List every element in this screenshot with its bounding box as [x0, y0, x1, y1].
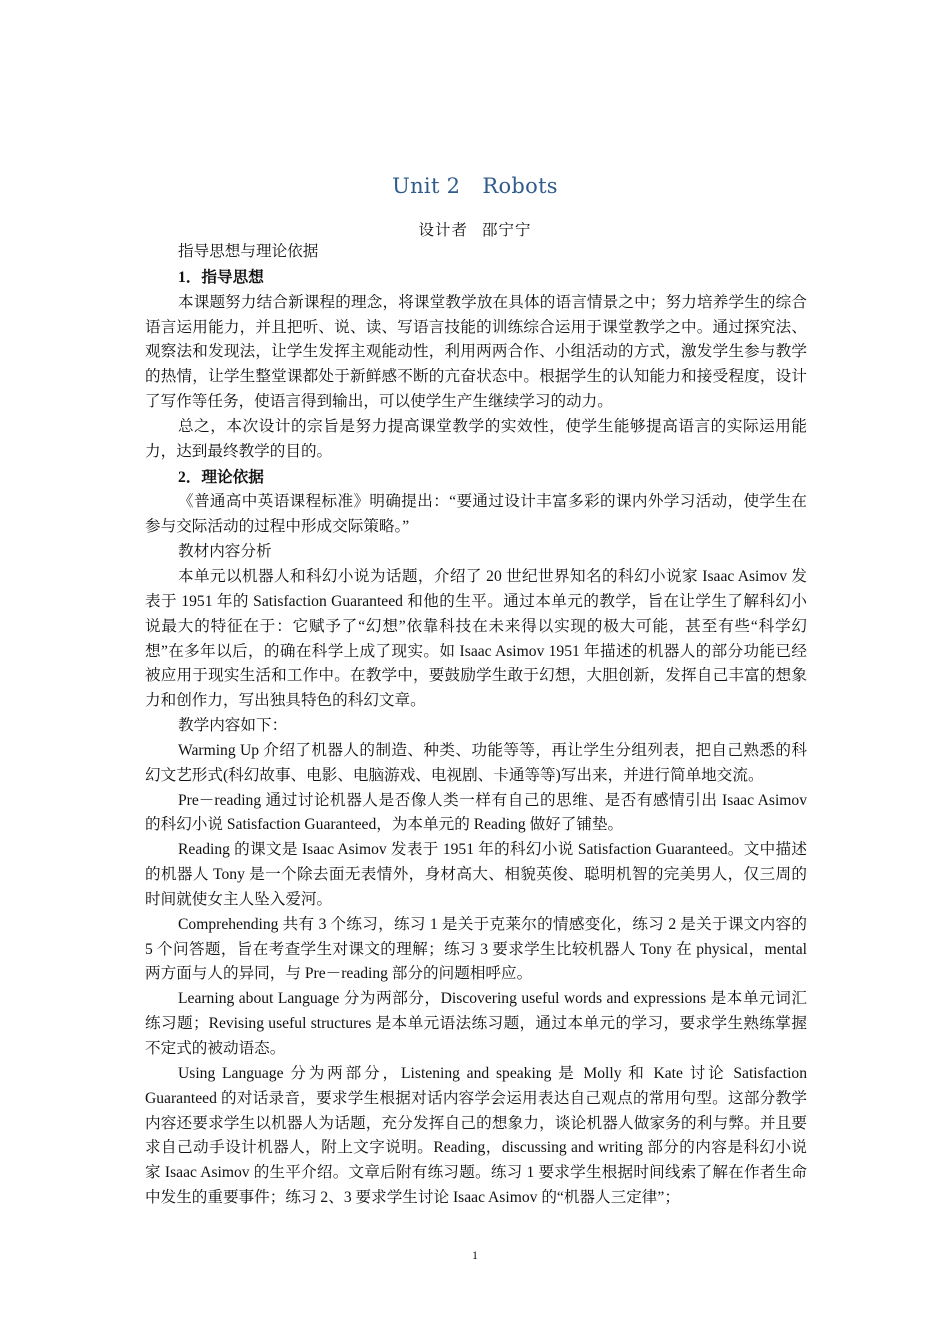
subheading-number: 1． — [178, 268, 202, 286]
subheading-guiding-thought — [145, 265, 807, 291]
author-name: 邵宁宁 — [482, 221, 532, 239]
paragraph-warming-up: Warming Up 介绍了机器人的制造、种类、功能等等，再让学生分组列表，把自己熟悉的科幻文艺形式(科幻故事、电影、电脑游戏、电视剧、卡通等等)写出来，并进行简单地交流。 — [145, 741, 807, 784]
author-line — [0, 218, 950, 240]
paragraph-using-language: Using Language 分为两部分，Listening and speaking 是 Molly 和 Kate 讨论 Satisfaction Guaranteed 的对话录音，要求学生根据对话内容学会运用表达自己观点的常用句型。这部分教学内容还要求学生以机器人为话题，充分发挥自己的想象力，谈论机器人做家务的利与弊。并且要求自己动手设计机器人，附上文字说明。Reading，discussing and writing 部分的内容是科幻小说家 Isaac Asimov 的生平介绍。文章后附有练习题。练习 1 要求学生根据时间线索了解在作者生命中发生的重要事件；练习 2、3 要求学生讨论 Isaac Asimov 的“机器人三定律”； — [145, 1064, 807, 1207]
page-number: 1 — [472, 1248, 478, 1262]
content-heading: 教学内容如下： — [178, 717, 288, 735]
guiding-heading: 指导思想与理论依据 — [178, 243, 319, 260]
paragraph-materials: 本单元以机器人和科幻小说为话题，介绍了 20 世纪世界知名的科幻小说家 Isaac Asimov 发表于 1951 年的 Satisfaction Guaranteed 和他的生平。通过本单元的教学，旨在让学生了解科幻小说最大的特征在于：它赋予了“幻想”依靠科技在未来得以实现的极大可能，甚至有些“科学幻想”在多年以后，的确在科学上成了现实。如 Isaac Asimov 1951 年描述的机器人的部分功能已经被应用于现实生活和工作中。在教学中，要鼓励学生敢于幻想，大胆创新，发挥自己丰富的想象力和创作力，写出独具特色的科幻文章。 — [145, 567, 807, 710]
document-title — [0, 174, 950, 198]
document-body — [145, 240, 807, 1211]
title-unit: Unit 2 — [392, 174, 461, 198]
author-label: 设计者 — [418, 221, 468, 239]
subheading-text: 指导思想 — [201, 267, 264, 286]
paragraph-reading: Reading 的课文是 Isaac Asimov 发表于 1951 年的科幻小说 Satisfaction Guaranteed。文中描述的机器人 Tony 是一个除去面无表情外，身材高大、相貌英俊、聪明机智的完美男人，仅三周的时间就使女主人坠入爱河。 — [145, 841, 807, 908]
subheading-text: 理论依据 — [201, 467, 264, 486]
paragraph-standard-quote: 《普通高中英语课程标准》明确提出：“要通过设计丰富多彩的课内外学习活动，使学生在参与交际活动的过程中形成交际策略。” — [145, 493, 807, 536]
paragraph-guiding-2: 总之，本次设计的宗旨是努力提高课堂教学的实效性，使学生能够提高语言的实际运用能力，达到最终教学的目的。 — [145, 417, 807, 460]
paragraph-learning-language: Learning about Language 分为两部分，Discovering useful words and expressions 是本单元词汇练习题；Revising useful structures 是本单元语法练习题，通过本单元的学习，要求学生熟练掌握不定式的被动语态。 — [145, 990, 807, 1057]
paragraph-guiding-1: 本课题努力结合新课程的理念，将课堂教学放在具体的语言情景之中；努力培养学生的综合语言运用能力，并且把听、说、读、写语言技能的训练综合运用于课堂教学之中。通过探究法、观察法和发现法，让学生发挥主观能动性，利用两两合作、小组活动的方式，激发学生参与教学的热情，让学生整堂课都处于新鲜感不断的亢奋状态中。根据学生的认知能力和接受程度，设计了写作等任务，使语言得到输出，可以使学生产生继续学习的动力。 — [145, 293, 807, 411]
subheading-number: 2． — [178, 468, 202, 486]
paragraph-pre-reading: Pre－reading 通过讨论机器人是否像人类一样有自己的思维、是否有感情引出 Isaac Asimov 的科幻小说 Satisfaction Guaranteed，为本单元的 Reading 做好了铺垫。 — [145, 791, 807, 834]
subheading-theory-basis — [145, 465, 807, 491]
title-topic: Robots — [482, 174, 558, 198]
materials-heading: 教材内容分析 — [178, 543, 272, 561]
paragraph-comprehending: Comprehending 共有 3 个练习，练习 1 是关于克莱尔的情感变化，练习 2 是关于课文内容的 5 个问答题，旨在考查学生对课文的理解；练习 3 要求学生比较机器人 Tony 在 physical，mental 两方面与人的异同，与 Pre－reading 部分的问题相呼应。 — [145, 915, 807, 983]
